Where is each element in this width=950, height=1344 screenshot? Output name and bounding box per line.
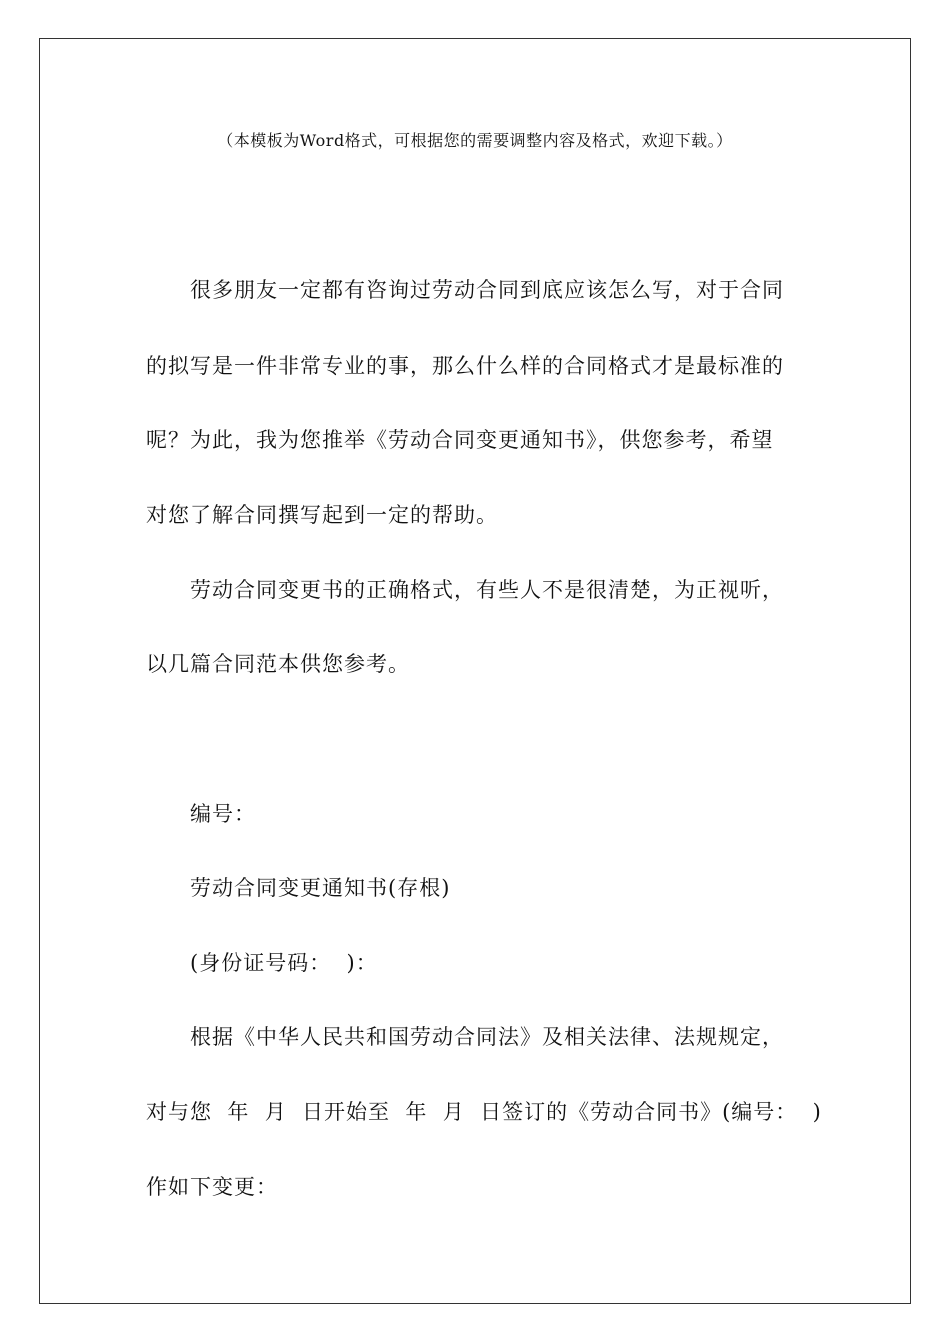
basis-line-3: 作如下变更： bbox=[146, 1175, 278, 1199]
basis-line-1: 根据《中华人民共和国劳动合同法》及相关法律、法规规定， bbox=[190, 1025, 784, 1049]
template-note: （本模板为Word格式，可根据您的需要调整内容及格式，欢迎下载。） bbox=[217, 131, 733, 150]
number-label: 编号： bbox=[190, 802, 256, 826]
intro-line-1: 很多朋友一定都有咨询过劳动合同到底应该怎么写，对于合同 bbox=[190, 278, 784, 302]
basis-line-2: 对与您 年 月 日开始至 年 月 日签订的《劳动合同书》(编号： ) bbox=[146, 1100, 822, 1124]
intro-line-3: 呢？为此，我为您推举《劳动合同变更通知书》，供您参考，希望 bbox=[146, 428, 774, 452]
intro2-line-1: 劳动合同变更书的正确格式，有些人不是很清楚，为正视听， bbox=[190, 578, 784, 602]
intro-line-4: 对您了解合同撰写起到一定的帮助。 bbox=[146, 503, 498, 527]
intro2-line-2: 以几篇合同范本供您参考。 bbox=[146, 652, 410, 676]
form-title: 劳动合同变更通知书(存根) bbox=[190, 876, 451, 900]
id-number-line: (身份证号码： )： bbox=[190, 951, 378, 975]
intro-line-2: 的拟写是一件非常专业的事，那么什么样的合同格式才是最标准的 bbox=[146, 354, 784, 378]
